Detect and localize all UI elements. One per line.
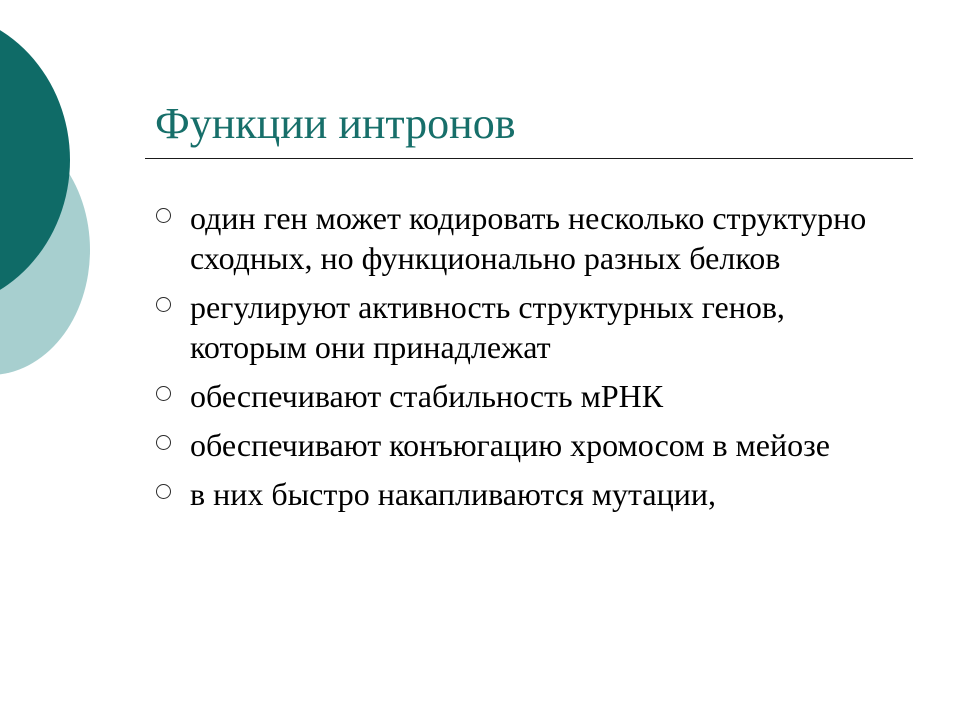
bullet-text: в них быстро накапливаются мутации, — [190, 476, 716, 512]
bullet-item — [155, 425, 895, 465]
bullet-list — [155, 198, 895, 523]
bullet-item — [155, 198, 895, 278]
bullet-item — [155, 474, 895, 514]
bullet-item — [155, 376, 895, 416]
circle-bullet-icon — [156, 386, 171, 401]
circle-bullet-icon — [156, 435, 171, 450]
bullet-text: один ген может кодировать несколько структурно сходных, но функционально разных белков — [190, 200, 867, 276]
circle-bullet-icon — [156, 297, 171, 312]
bullet-text: регулируют активность структурных генов, которым они принадлежат — [190, 289, 785, 365]
bullet-text: обеспечивают конъюгацию хромосом в мейозе — [190, 427, 830, 463]
bullet-text: обеспечивают стабильность мРНК — [190, 378, 664, 414]
circle-bullet-icon — [156, 484, 171, 499]
slide-title: Функции интронов — [155, 99, 516, 148]
bullet-item — [155, 287, 895, 367]
circle-bullet-icon — [156, 208, 171, 223]
title-divider — [145, 158, 913, 159]
